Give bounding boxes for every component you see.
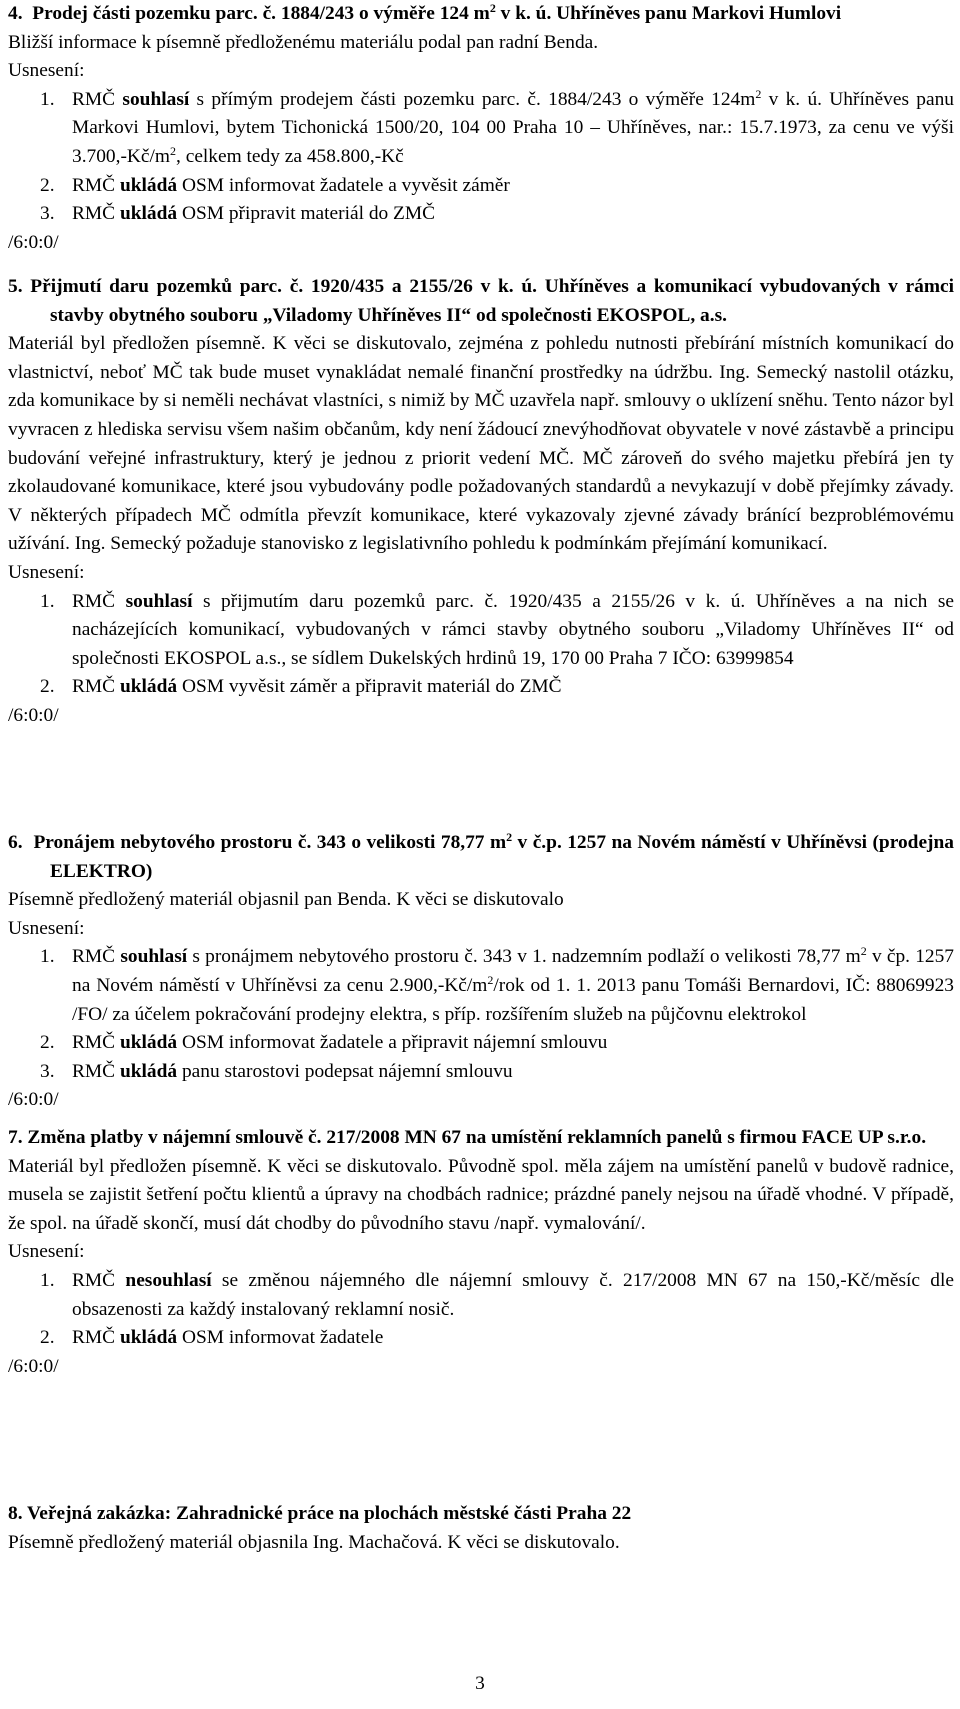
section-5-heading: 5. Přijmutí daru pozemků parc. č. 1920/435 a 2155/26 v k. ú. Uhříněves a komunikací vybudovaných v rámci stavby obytného souboru „Viladomy Uhříněves II“ od společnosti EKOSPOL, a.s. — [8, 276, 954, 326]
item-number: 3. — [40, 203, 55, 225]
item-number: 1. — [40, 88, 55, 110]
section-7 — [8, 1124, 954, 1381]
vote-result: /6:0:0/ — [8, 231, 59, 253]
resolution-item — [8, 172, 954, 201]
item-text: RMČ souhlasí s přijmutím daru pozemků parc. č. 1920/435 a 2155/26 v k. ú. Uhříněves a na nich se nacházejících komunikací, vybudovaných v rámci stavby obytného souboru „Viladomy Uhříněves II“ od společnosti EKOSPOL a.s., se sídlem Dukelských hrdinů 19, 170 00 Praha 7 IČO: 63999854 — [72, 590, 954, 669]
item-text: RMČ souhlasí s pronájmem nebytového prostoru č. 343 v 1. nadzemním podlaží o velikosti 78,77 $m^2$ v čp. 1257 na Novém náměstí v Uhříněvsi za cenu $2.900,-Kč/m^2$/rok od 1. 1. 2013 panu Tomáši Bernardovi, IČ: 88069923 /FO/ za účelem pokračování prodejny elektra, s příp. rozšířením služeb na půjčovnu elektrokol — [72, 944, 955, 1025]
vote-result: /6:0:0/ — [8, 704, 59, 726]
item-number: 1. — [40, 946, 55, 968]
item-number: 2. — [40, 1032, 55, 1054]
section-7-heading: 7. Změna platby v nájemní smlouvě č. 217/2008 MN 67 na umístění reklamních panelů s firmou FACE UP s.r.o. — [8, 1127, 927, 1148]
resolution-item — [8, 86, 954, 172]
section-7-usneseni-label: Usnesení: — [8, 1241, 85, 1263]
resolution-item — [8, 1029, 954, 1058]
vote-result: /6:0:0/ — [8, 1355, 59, 1377]
item-text: RMČ ukládá OSM informovat žadatele a připravit nájemní smlouvu — [72, 1032, 608, 1054]
item-number: 2. — [40, 676, 55, 698]
resolution-item — [8, 200, 954, 229]
item-text: RMČ nesouhlasí se změnou nájemného dle nájemní smlouvy č. 217/2008 MN 67 na 150,-Kč/měsíc dle obsazenosti za každý instalovaný reklamní nosič. — [72, 1269, 954, 1320]
resolution-item — [8, 588, 954, 674]
section-5-intro: Materiál byl předložen písemně. K věci se diskutovalo, zejména z pohledu nutnosti přebírání místních komunikací do vlastnictví, neboť MČ tak bude muset vynakládat nemalé finanční prostředky na údržbu. Ing. Semecký nastolil otázku, zda komunikace by si neměli nechávat vlastníci, s nimiž by MČ uzavřela např. smlouvy o uklízení sněhu. Tento názor byl vyvracen z hlediska servisu všem našim občanům, kdy není žádoucí znevýhodňovat obyvatele v nové zástavbě a principu budování veřejné infrastruktury, který je jednou z priorit vedení MČ. MČ zároveň do svého majetku přebírá jen ty zkolaudované komunikace, které jsou vybudovány podle požadovaných standardů a nevykazují v době přejímky závady. V některých případech MČ odmítla převzít komunikace, které vykazovaly zjevné závady bránící bezproblémovému užívání. Ing. Semecký požaduje stanovisko z legislativního pohledu k podmínkám přejímání komunikací. — [8, 333, 954, 555]
section-4-usneseni-label: Usnesení: — [8, 60, 85, 82]
page-number: 3 — [475, 1673, 485, 1694]
item-text: RMČ ukládá OSM vyvěsit záměr a připravit materiál do ZMČ — [72, 676, 562, 698]
item-text: RMČ souhlasí s přímým prodejem části pozemku parc. č. 1884/243 o výměře $124m^2$ v k. ú. Uhříněves panu Markovi Humlovi, bytem Tichonická 1500/20, 104 00 Praha 10 – Uhříněves, nar.: 15.7.1973, za cenu ve výši $3.700,-Kč/m^2$, celkem tedy za 458.800,-Kč — [72, 86, 954, 167]
item-text: RMČ ukládá panu starostovi podepsat nájemní smlouvu — [72, 1060, 513, 1082]
section-6-intro: Písemně předložený materiál objasnil pan Benda. K věci se diskutovalo — [8, 889, 564, 911]
item-number: 2. — [40, 1327, 55, 1349]
item-number: 1. — [40, 590, 55, 612]
resolution-item — [8, 1324, 954, 1353]
item-number: 2. — [40, 174, 55, 196]
resolution-item — [8, 1267, 954, 1324]
resolution-item — [8, 943, 954, 1029]
section-6-heading: 6. Pronájem nebytového prostoru č. 343 o velikosti 78,77 $m^2$ v č.p. 1257 na Novém náměstí v Uhříněvsi (prodejna ELEKTRO) — [8, 830, 954, 882]
resolution-item — [8, 673, 954, 702]
item-number: 3. — [40, 1060, 55, 1082]
section-8 — [8, 1500, 954, 1557]
section-8-intro: Písemně předložený materiál objasnila Ing. Machačová. K věci se diskutovalo. — [8, 1531, 620, 1553]
item-number: 1. — [40, 1269, 55, 1291]
section-4 — [8, 0, 954, 257]
section-5-usneseni-label: Usnesení: — [8, 561, 85, 583]
section-4-heading: 4. Prodej části pozemku parc. č. 1884/243 o výměře 124 $m^2$ v k. ú. Uhříněves panu Markovi Humlovi — [8, 1, 842, 24]
section-5 — [8, 273, 954, 731]
vote-result: /6:0:0/ — [8, 1089, 59, 1111]
item-text: RMČ ukládá OSM informovat žadatele — [72, 1327, 384, 1349]
item-text: RMČ ukládá OSM informovat žadatele a vyvěsit záměr — [72, 174, 510, 196]
item-text: RMČ ukládá OSM připravit materiál do ZMČ — [72, 203, 436, 225]
section-4-intro: Bližší informace k písemně předloženému materiálu podal pan radní Benda. — [8, 31, 599, 53]
section-8-heading: 8. Veřejná zakázka: Zahradnické práce na plochách městské části Praha 22 — [8, 1503, 632, 1524]
section-6-usneseni-label: Usnesení: — [8, 917, 85, 939]
section-7-intro: Materiál byl předložen písemně. K věci se diskutovalo. Původně spol. měla zájem na umístění panelů v budově radnice, musela se zajistit šetření počtu klientů a úpravy na chodbách radnice; prázdné panely nejsou na úřadě vhodné. V případě, že spol. na úřadě skončí, musí dát chodby do původního stavu /např. vymalování/. — [8, 1155, 954, 1234]
section-6 — [8, 829, 954, 1115]
resolution-item — [8, 1058, 954, 1087]
